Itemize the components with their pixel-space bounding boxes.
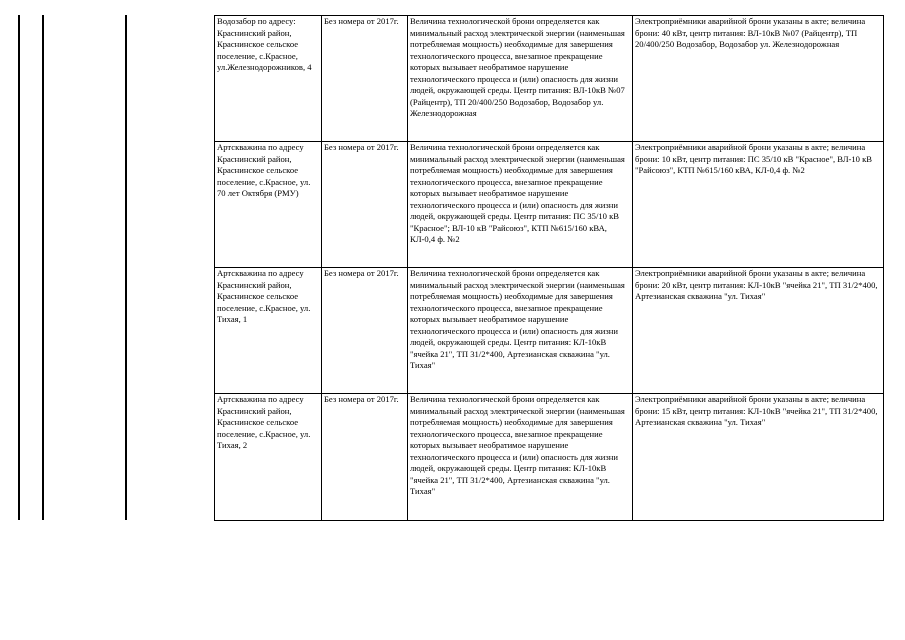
table-row <box>215 394 884 521</box>
object-address-cell: Артскважина по адресу Краснинский район, Краснинское сельское поселение, с.Красное, ул. Тихая, 1 <box>215 268 322 394</box>
left-border-line <box>125 15 127 520</box>
description-cell: Величина технологической брони определяется как минимальный расход электрической энергии (наименьшая потребляемая мощность) необходимые для завершения технологического процесса, внезапное прекращение которых вызывает необратимое нарушение технологического процесса и (или) опасность для жизни людей, окружающей среды. Центр питания: ПС 35/10 кВ "Красное"; ВЛ-10 кВ "Райсоюз", КТП №615/160 кВА, КЛ-0,4 ф. №2 <box>408 142 633 268</box>
receivers-cell: Электроприёмники аварийной брони указаны в акте; величина брони: 20 кВт, центр питания: КЛ-10кВ "ячейка 21", ТП 31/2*400, Артезианская скважина "ул. Тихая" <box>633 268 884 394</box>
object-address-cell: Артскважина по адресу Краснинский район, Краснинское сельское поселение, с.Красное, ул. Тихая, 2 <box>215 394 322 521</box>
document-number-cell: Без номера от 2017г. <box>322 142 408 268</box>
table-row <box>215 16 884 142</box>
receivers-cell: Электроприёмники аварийной брони указаны в акте; величина брони: 40 кВт, центр питания: ВЛ-10кВ №07 (Райцентр), ТП 20/400/250 Водозабор, Водозабор ул. Железнодорожная <box>633 16 884 142</box>
description-cell: Величина технологической брони определяется как минимальный расход электрической энергии (наименьшая потребляемая мощность) необходимые для завершения технологического процесса, внезапное прекращение которых вызывает необратимое нарушение технологического процесса и (или) опасность для жизни людей, окружающей среды. Центр питания: КЛ-10кВ "ячейка 21", ТП 31/2*400, Артезианская скважина "ул. Тихая" <box>408 268 633 394</box>
table-row <box>215 142 884 268</box>
document-number-cell: Без номера от 2017г. <box>322 16 408 142</box>
left-border-line <box>18 15 20 520</box>
description-cell: Величина технологической брони определяется как минимальный расход электрической энергии (наименьшая потребляемая мощность) необходимые для завершения технологического процесса, внезапное прекращение которых вызывает необратимое нарушение технологического процесса и (или) опасность для жизни людей, окружающей среды. Центр питания: ВЛ-10кВ №07 (Райцентр), ТП 20/400/250 Водозабор, Водозабор ул. Железнодорожная <box>408 16 633 142</box>
document-number-cell: Без номера от 2017г. <box>322 394 408 521</box>
description-cell: Величина технологической брони определяется как минимальный расход электрической энергии (наименьшая потребляемая мощность) необходимые для завершения технологического процесса, внезапное прекращение которых вызывает необратимое нарушение технологического процесса и (или) опасность для жизни людей, окружающей среды. Центр питания: КЛ-10кВ "ячейка 21", ТП 31/2*400, Артезианская скважина "ул. Тихая" <box>408 394 633 521</box>
receivers-cell: Электроприёмники аварийной брони указаны в акте; величина брони: 15 кВт, центр питания: КЛ-10кВ "ячейка 21", ТП 31/2*400, Артезианская скважина "ул. Тихая" <box>633 394 884 521</box>
object-address-cell: Артскважина по адресу Краснинский район, Краснинское сельское поселение, с.Красное, ул. 70 лет Октября (РМУ) <box>215 142 322 268</box>
object-address-cell: Водозабор по адресу: Краснинский район, Краснинское сельское поселение, с.Красное, ул.Железнодорожников, 4 <box>215 16 322 142</box>
emergency-reserve-table <box>214 15 884 521</box>
document-number-cell: Без номера от 2017г. <box>322 268 408 394</box>
table-row <box>215 268 884 394</box>
left-border-line <box>42 15 44 520</box>
receivers-cell: Электроприёмники аварийной брони указаны в акте; величина брони: 10 кВт, центр питания: ПС 35/10 кВ "Красное", ВЛ-10 кВ "Райсоюз", КТП №615/160 кВА, КЛ-0,4 ф. №2 <box>633 142 884 268</box>
